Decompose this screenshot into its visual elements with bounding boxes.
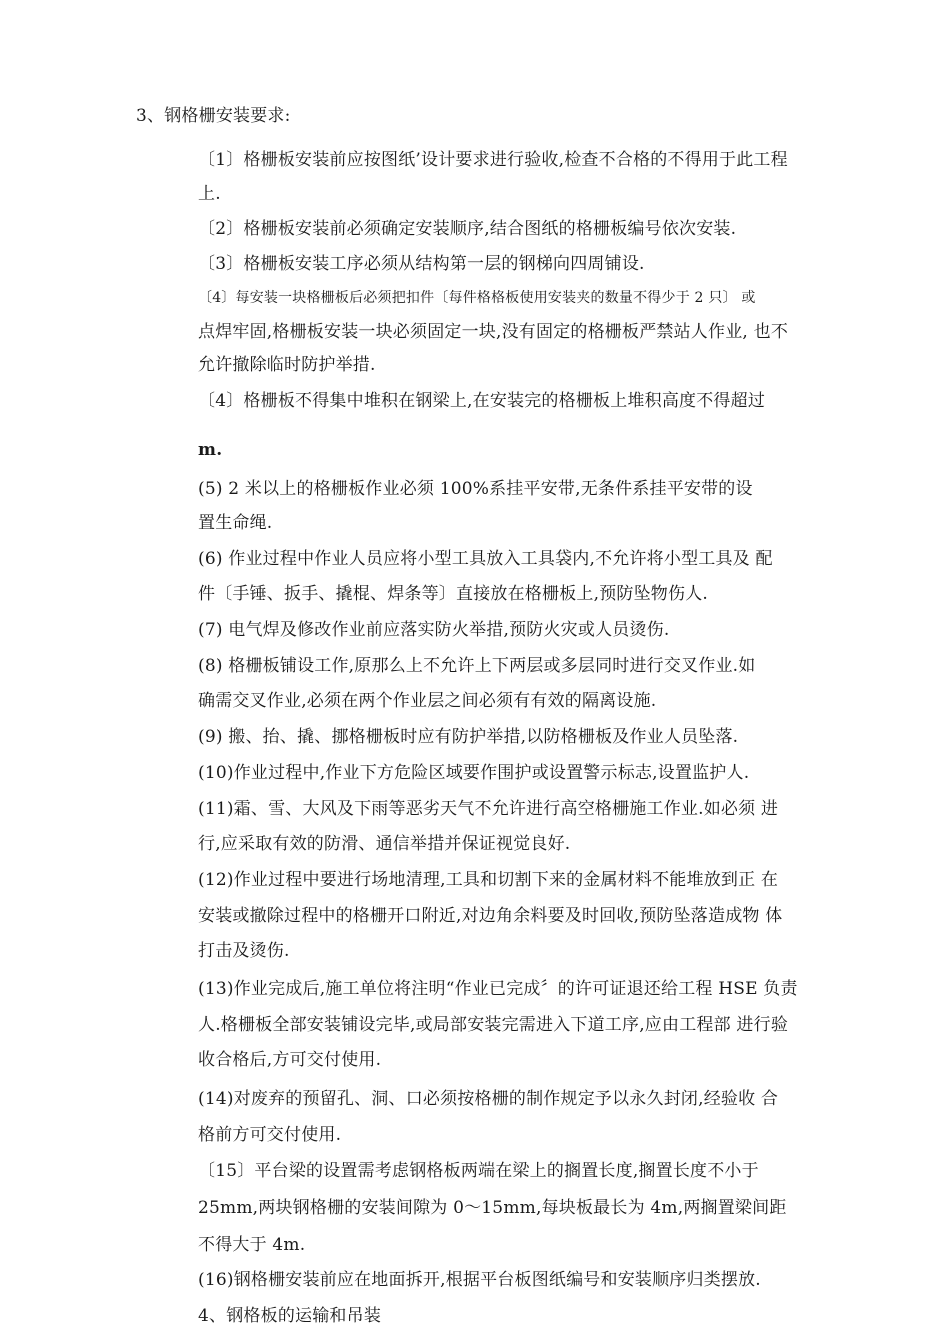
item-11-line-1: (11)霜、雪、大风及下雨等恶劣天气不允许进行高空格栅施工作业.如必须 进 (198, 799, 779, 819)
item-10-line: (10)作业过程中,作业下方危险区域要作围护或设置警示标志,设置监护人. (198, 763, 750, 783)
item-4-line-2: 点焊牢固,格栅板安装一块必须固定一块,没有固定的格栅板严禁站人作业, 也不 (198, 322, 789, 342)
item-12-line-1: (12)作业过程中要进行场地清理,工具和切割下来的金属材料不能堆放到正 在 (198, 870, 779, 890)
item-1-line-1: 〔1〕格栅板安装前应按图纸’设计要求进行验收,检查不合格的不得用于此工程 (198, 150, 788, 170)
item-8-line-1: (8) 格栅板铺设工作,原那么上不允许上下两层或多层同时进行交叉作业.如 (198, 656, 756, 676)
item-4-line-3: 允许撤除临时防护举措. (198, 355, 376, 375)
item-9-line: (9) 搬、抬、撬、挪格栅板时应有防护举措,以防格栅板及作业人员坠落. (198, 727, 739, 747)
item-11-line-2: 行,应采取有效的防滑、通信举措并保证视觉良好. (198, 834, 571, 854)
item-15-line-3: 不得大于 4m. (198, 1235, 306, 1255)
item-12-line-2: 安装或撤除过程中的格栅开口附近,对边角余料要及时回收,预防坠落造成物 体 (198, 906, 783, 926)
item-6-line-2: 件〔手锤、扳手、撬棍、焊条等〕直接放在格栅板上,预防坠物伤人. (198, 584, 709, 604)
item-15-line-2: 25mm,两块钢格栅的安装间隙为 0〜15mm,每块板最长为 4m,两搁置梁间距 (198, 1198, 787, 1218)
item-6-line-1: (6) 作业过程中作业人员应将小型工具放入工具袋内,不允许将小型工具及 配 (198, 549, 773, 569)
item-2-line: 〔2〕格栅板安装前必须确定安装顺序,结合图纸的格栅板编号依次安装. (198, 219, 737, 239)
item-3-line: 〔3〕格栅板安装工序必须从结构第一层的钢梯向四周铺设. (198, 254, 645, 274)
item-5-line-1: (5) 2 米以上的格栅板作业必须 100%系挂平安带,无条件系挂平安带的设 (198, 479, 753, 499)
item-13-line-2: 人.格栅板全部安装铺设完毕,或局部安装完需进入下道工序,应由工程部 进行验 (198, 1015, 789, 1035)
item-15-line-1: 〔15〕平台梁的设置需考虑钢格板两端在梁上的搁置长度,搁置长度不小于 (198, 1161, 759, 1181)
item-12-line-3: 打击及烫伤. (198, 941, 290, 961)
item-14-line-1: (14)对废弃的预留孔、洞、口必须按格栅的制作规定予以永久封闭,经验收 合 (198, 1089, 779, 1109)
item-14-line-2: 格前方可交付使用. (198, 1125, 342, 1145)
item-13-line-3: 收合格后,方可交付使用. (198, 1050, 382, 1070)
item-5-line-2: 置生命绳. (198, 513, 273, 533)
item-13-line-1: (13)作业完成后,施工单位将注明“作业已完成〞的许可证退还给工程 HSE 负责 (198, 979, 798, 999)
section-3-heading: 3、钢格栅安装要求: (136, 106, 291, 126)
item-4b-line-1: 〔4〕格栅板不得集中堆积在钢梁上,在安装完的格栅板上堆积高度不得超过 (198, 391, 766, 411)
item-16-line: (16)钢格栅安装前应在地面拆开,根据平台板图纸编号和安装顺序归类摆放. (198, 1270, 761, 1290)
section-4-heading: 4、钢格板的运输和吊装 (198, 1306, 382, 1326)
item-4-line-1: 〔4〕每安装一块格栅板后必须把扣件〔每件格格板使用安装夹的数量不得少于 2 只〕 或 (198, 290, 756, 306)
item-4b-line-2: m. (198, 440, 223, 460)
item-1-line-2: 上. (198, 184, 221, 204)
item-7-line: (7) 电气焊及修改作业前应落实防火举措,预防火灾或人员烫伤. (198, 620, 670, 640)
item-8-line-2: 确需交叉作业,必须在两个作业层之间必须有有效的隔离设施. (198, 691, 657, 711)
